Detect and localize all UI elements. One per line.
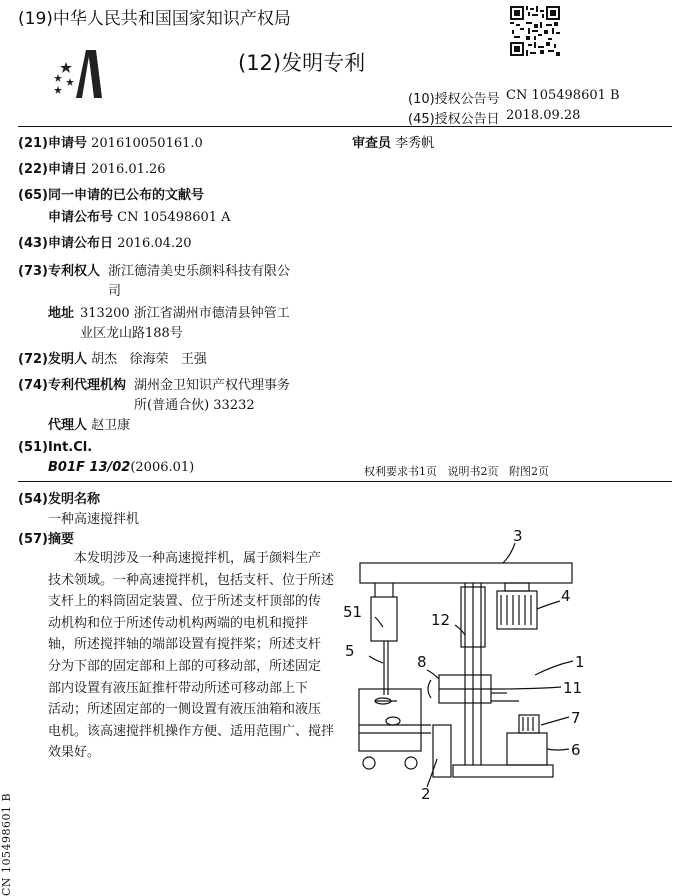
label-1: 1 (575, 653, 585, 671)
qr-code-icon (510, 6, 560, 56)
side-publication-number: CN 105498601 B (0, 792, 13, 896)
abstract-line: 活动；所述固定部的一侧设置有液压油箱和液压 (48, 702, 322, 718)
transmission-beam (360, 563, 572, 583)
agent-label: 代理人 (48, 418, 88, 433)
patentee-label: (73)专利权人 (18, 264, 100, 279)
examiner-row (352, 132, 434, 151)
grant-number: CN 105498601 B (506, 88, 620, 103)
abstract-line: 轴，所述搅拌轴的端部设置有搅拌桨；所述支杆 (48, 637, 322, 653)
inventor-label: (72)发明人 (18, 352, 87, 367)
hydraulic-motor (519, 715, 539, 733)
publication-date: 2016.04.20 (117, 236, 192, 251)
page-counts: 权利要求书1页 说明书2页 附图2页 (364, 465, 549, 478)
int-cl-row (48, 460, 194, 475)
document-kind: (12)发明专利 (238, 51, 366, 75)
int-cl-code: B01F 13/02 (48, 460, 131, 475)
patentee-line-2: 司 (108, 284, 122, 299)
inventors: 胡杰 徐海荣 王强 (91, 352, 207, 367)
abstract-line: 动机构和位于所述传动机构两端的电机和搅拌 (48, 615, 309, 631)
oil-tank (507, 733, 547, 765)
publication-date-row (18, 232, 192, 251)
stirring-shaft-housing (371, 597, 397, 641)
abstract-line: 本发明涉及一种高速搅拌机，属于颜料生产 (74, 551, 322, 566)
label-51: 51 (343, 603, 363, 621)
label-8: 8 (417, 653, 427, 671)
office-name: (19)中华人民共和国国家知识产权局 (18, 9, 291, 29)
agent: 赵卫康 (91, 418, 131, 433)
application-number-label: (21)申请号 (18, 136, 87, 151)
label-5: 5 (345, 642, 355, 660)
grant-date: 2018.09.28 (506, 108, 581, 123)
biblio-divider (18, 481, 672, 482)
label-12: 12 (431, 611, 451, 629)
int-cl-version: (2006.01) (130, 460, 195, 475)
base-plate (453, 765, 553, 777)
cnipa-logo-icon (52, 44, 112, 100)
header-divider (18, 126, 672, 127)
agency-label: (74)专利代理机构 (18, 378, 126, 393)
publication-date-label: (43)申请公布日 (18, 236, 113, 251)
abstract-body (48, 548, 334, 764)
inventor-row (18, 348, 207, 367)
publication-heading: (65)同一申请的已公布的文献号 (18, 188, 204, 203)
grant-number-label: (10)授权公告号 (408, 92, 500, 107)
abstract-line: 部内设置有液压缸推杆带动所述可移动部上下 (48, 680, 309, 696)
publication-number-label: 申请公布号 (48, 210, 114, 225)
application-number-row (18, 132, 203, 151)
publication-number: CN 105498601 A (117, 210, 231, 225)
publication-number-row (48, 206, 231, 225)
examiner: 李秀帆 (395, 136, 435, 151)
address-line-2: 业区龙山路188号 (80, 326, 183, 341)
abstract-line: 分为下部的固定部和上部的可移动部，所述固定 (48, 658, 322, 674)
agent-row (48, 414, 130, 433)
grant-date-label: (45)授权公告日 (408, 112, 500, 127)
application-number: 201610050161.0 (91, 136, 203, 151)
label-4: 4 (561, 587, 571, 605)
abstract-line: 效果好。 (48, 745, 101, 761)
label-7: 7 (571, 709, 581, 727)
abstract-line: 技术领域。一种高速搅拌机，包括支杆、位于所述 (48, 572, 335, 588)
abstract-line: 支杆上的料筒固定装置、位于所述支杆顶部的传 (48, 594, 322, 610)
application-date-row (18, 158, 166, 177)
address-line-1: 313200 浙江省湖州市德清县钟管工 (80, 306, 290, 321)
label-2: 2 (421, 785, 431, 803)
label-3: 3 (513, 527, 523, 545)
patentee-line-1: 浙江德清美史乐颜料科技有限公 (108, 264, 291, 279)
abstract-line: 电机。该高速搅拌机操作方便、适用范围广、搅拌 (48, 723, 335, 739)
abstract-label: (57)摘要 (18, 532, 74, 547)
agency-line-2: 所(普通合伙) 33232 (134, 398, 255, 413)
invention-title: 一种高速搅拌机 (48, 512, 140, 527)
examiner-label: 审查员 (352, 136, 392, 151)
int-cl-label: (51)Int.Cl. (18, 440, 93, 455)
application-date-label: (22)申请日 (18, 162, 87, 177)
mixing-barrel (359, 689, 421, 751)
label-6: 6 (571, 741, 581, 759)
invention-title-label: (54)发明名称 (18, 492, 100, 507)
mixer-drawing (335, 525, 680, 805)
label-11: 11 (563, 679, 583, 697)
application-date: 2016.01.26 (91, 162, 166, 177)
agency-line-1: 湖州金卫知识产权代理事务 (134, 378, 291, 393)
address-label: 地址 (48, 306, 75, 321)
